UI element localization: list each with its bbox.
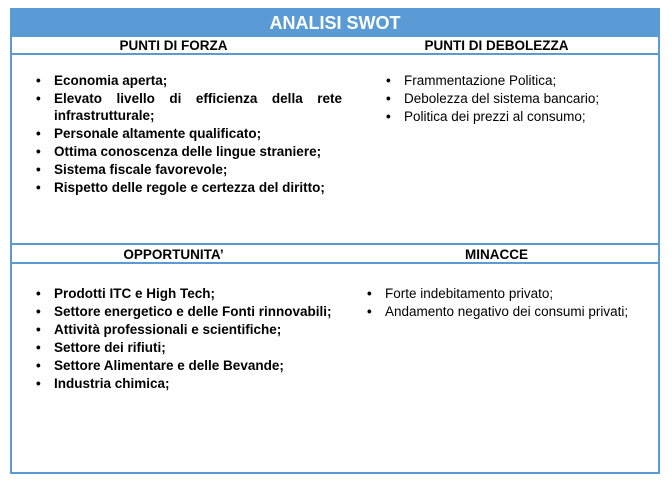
opportunities-list — [26, 285, 342, 392]
list-item: • Sistema fiscale favorevole; — [26, 161, 342, 178]
list-item: • Debolezza del sistema bancario; — [376, 90, 656, 107]
weaknesses-header: PUNTI DI DEBOLEZZA — [335, 37, 658, 55]
weaknesses-cell — [376, 72, 656, 126]
list-item: • Ottima conoscenza delle lingue straniere; — [26, 143, 342, 160]
strengths-cell — [26, 72, 342, 197]
list-item: • Rispetto delle regole e certezza del diritto; — [26, 179, 342, 196]
swot-title: ANALISI SWOT — [12, 10, 658, 37]
list-item: • Settore dei rifiuti; — [26, 339, 342, 356]
swot-table — [10, 8, 660, 474]
strengths-header: PUNTI DI FORZA — [12, 37, 335, 55]
list-item: • Prodotti ITC e High Tech; — [26, 285, 342, 302]
threats-header: MINACCE — [335, 246, 658, 264]
list-item: • Andamento negativo dei consumi privati; — [357, 303, 655, 320]
list-item: • Elevato livello di efficienza della rete infrastrutturale; — [26, 90, 342, 124]
list-item: • Industria chimica; — [26, 375, 342, 392]
opportunities-header: OPPORTUNITA’ — [12, 246, 335, 264]
threats-list — [357, 285, 655, 320]
list-item: • Settore Alimentare e delle Bevande; — [26, 357, 342, 374]
opportunities-cell — [26, 285, 342, 393]
list-item: • Settore energetico e delle Fonti rinnovabili; — [26, 303, 342, 320]
list-item: • Personale altamente qualificato; — [26, 125, 342, 142]
list-item: • Frammentazione Politica; — [376, 72, 656, 89]
list-item: • Forte indebitamento privato; — [357, 285, 655, 302]
strengths-list — [26, 72, 342, 196]
threats-cell — [357, 285, 655, 321]
list-item: • Politica dei prezzi al consumo; — [376, 108, 656, 125]
list-item: • Economia aperta; — [26, 72, 342, 89]
weaknesses-list — [376, 72, 656, 125]
list-item: • Attività professionali e scientifiche; — [26, 321, 342, 338]
row-divider — [12, 243, 658, 245]
